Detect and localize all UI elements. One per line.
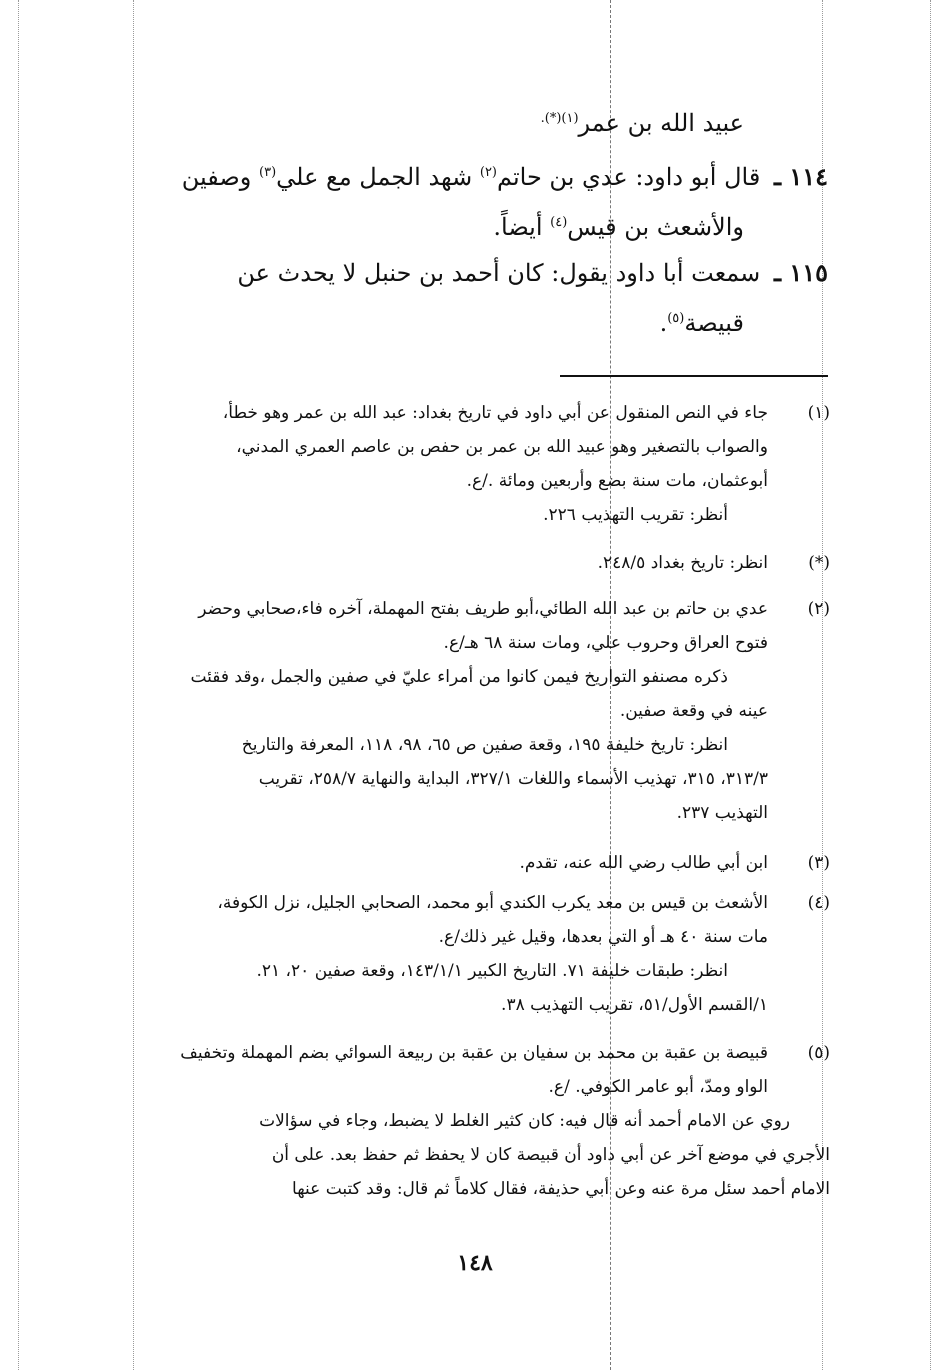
footnote-marker: (١) — [807, 403, 830, 423]
footnote-1: (١) جاء في النص المنقول عن أبي داود في تاريخ بغداد: عبد الله بن عمر وهو خطأ، والصواب بالتصغير وهو عبيد الله بن عمر بن حفص بن عاصم العمري المدني، أبوعثمان، مات سنة بضع وأربعين ومائة ./ع. أنظر: تقريب التهذيب ٢٢٦. — [130, 396, 830, 532]
page-number: ١٤٨ — [457, 1250, 493, 1276]
main-text-continuation — [132, 96, 828, 146]
entry-114: ١١٤ ـ قال أبو داود: عدي بن حاتم$^{(٢)}$ شهد الجمل مع علي$^{(٣)}$ وصفين والأشعث بن قيس$^{(٤)}$ أيضاً. — [181, 162, 828, 241]
footnote-ref-2[interactable]: (٢) — [479, 165, 497, 180]
footnote-ref-3[interactable]: (٣) — [259, 165, 277, 180]
footnote-marker: (٣) — [807, 853, 830, 873]
entry-number: ١١٥ ـ — [773, 258, 828, 287]
footnote-marker: (٢) — [807, 599, 830, 619]
footnote-4: (٤) الأشعث بن قيس بن معد يكرب الكندي أبو محمد، الصحابي الجليل، نزل الكوفة، مات سنة ٤٠ هـ أو التي بعدها، وقيل غير ذلك/ع. انظر: طبقات خليفة ٧١. التاريخ الكبير ١٤٣/١/١، وقعة صفين ٢٠، ٢١. ١/القسم الأول/٥١، تقريب التهذيب ٣٨. — [130, 886, 830, 1022]
footnote-refs[interactable]: (١)(*). — [540, 111, 579, 126]
footnote-separator — [560, 375, 828, 377]
scan-guide-line — [930, 0, 931, 1370]
footnote-3: (٣) ابن أبي طالب رضي الله عنه، تقدم. — [130, 846, 830, 880]
footnote-ref-5[interactable]: (٥) — [667, 311, 685, 326]
entry-115: ١١٥ ـ سمعت أبا داود يقول: كان أحمد بن حنبل لا يحدث عن قبيصة$^{(٥)}$. — [237, 258, 828, 337]
entry-number: ١١٤ ـ — [773, 162, 828, 191]
footnote-5: (٥) قبيصة بن عقبة بن محمد بن سفيان بن عقبة بن ربيعة السوائي بضم المهملة وتخفيف الواو ومدّ، أبو عامر الكوفي. /ع. روي عن الامام أحمد أنه قال فيه: كان كثير الغلط لا يضبط، وجاء في سؤالات الأجري في موضع آخر عن أبي داود أن قبيصة كان لا يحفظ ثم حفظ بعد. على أن الامام أحمد سئل مرة عنه وعن أبي حذيفة، فقال كلاماً ثم قال: وقد كتبت عنها — [130, 1036, 830, 1206]
footnote-2: (٢) عدي بن حاتم بن عبد الله الطائي،أبو طريف بفتح المهملة، آخره فاء،صحابي وحضر فتوح العراق وحروب علي، ومات سنة ٦٨ هـ/ع. ذكره مصنفو التواريخ فيمن كانوا من أمراء عليّ في صفين والجمل ،وقد فقئت عينه في وقعة صفين. انظر: تاريخ خليفة ١٩٥، وقعة صفين ص ٦٥، ٩٨، ١١٨، المعرفة والتاريخ ٣١٣/٣، ٣١٥، تهذيب الأسماء واللغات ٣٢٧/١، البداية والنهاية ٢٥٨/٧، تقريب التهذيب ٢٣٧. — [130, 592, 830, 830]
scan-guide-line — [18, 0, 19, 1370]
footnote-marker: (٥) — [807, 1043, 830, 1063]
footnote-marker: (٤) — [807, 893, 830, 913]
main-text-line: عبيد الله بن عمر — [578, 109, 744, 137]
footnote-marker: (*) — [808, 553, 830, 573]
footnote-ref-4[interactable]: (٤) — [550, 215, 568, 230]
footnote-star: (*) انظر: تاريخ بغداد ٢٤٨/٥. — [130, 546, 830, 580]
